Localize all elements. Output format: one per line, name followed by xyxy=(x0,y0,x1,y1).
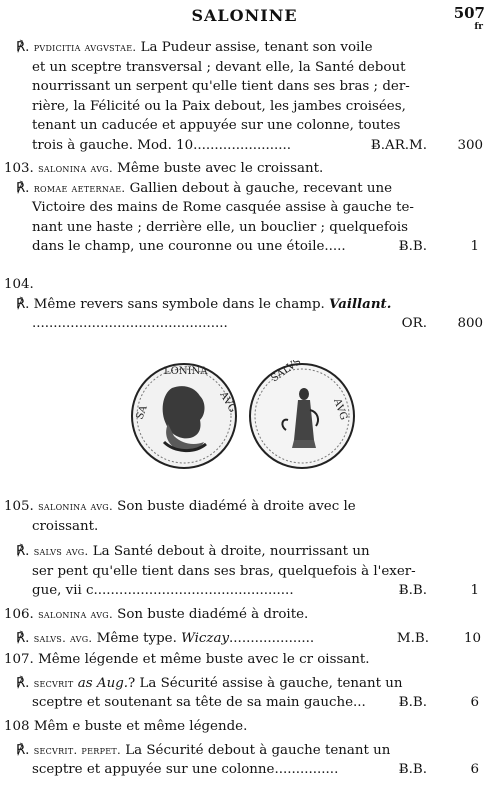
coin-legend: salonina avg. xyxy=(38,499,113,513)
page-note: fr xyxy=(474,22,483,32)
text-line xyxy=(0,581,489,601)
text-line xyxy=(0,314,489,334)
coin-legend: secvrit xyxy=(33,675,74,690)
svg-text:AVG: AVG xyxy=(331,397,350,422)
entry-number: 106. xyxy=(4,606,34,622)
text-line xyxy=(0,116,489,136)
text-line xyxy=(0,693,489,713)
reverse-symbol: ℟. xyxy=(16,630,30,646)
coin-reverse xyxy=(250,360,354,468)
coin-legend: salvs. avg. xyxy=(33,630,93,645)
entry-text: La Santé debout à droite, nourrissant un xyxy=(88,544,370,560)
price-value: 1 xyxy=(470,583,479,599)
entry-text: Mêm e buste et même légende. xyxy=(29,718,248,734)
text-line xyxy=(0,179,489,199)
text-line xyxy=(0,517,489,537)
grade-label: Ƀ.B. xyxy=(398,762,427,778)
text-line xyxy=(0,58,489,78)
text-line xyxy=(0,275,489,295)
entry-text: croissant. xyxy=(32,518,99,534)
coin-legend: salonina avg. xyxy=(38,161,113,175)
entry-105-108 xyxy=(0,497,489,780)
entry-number: 108 xyxy=(4,718,30,734)
entry-text: gue, vii c............................................... xyxy=(32,583,294,599)
coin-illustration xyxy=(124,360,364,472)
svg-text:SA: SA xyxy=(134,404,150,422)
entry-text: sceptre et soutenant sa tête de sa main gauche... xyxy=(32,695,366,711)
text-line xyxy=(0,741,489,761)
entry-text: .............................................. xyxy=(32,316,228,332)
entry-text: Gallien debout à gauche, recevant une xyxy=(125,180,393,196)
text-line xyxy=(0,38,489,58)
page-number: 507 xyxy=(453,4,485,22)
grade-label: Ƀ.B. xyxy=(398,583,427,599)
price-value: 300 xyxy=(457,137,483,153)
price-value: 6 xyxy=(470,695,479,711)
price-value: 1 xyxy=(470,239,479,255)
coins-svg xyxy=(124,360,364,472)
text-line xyxy=(0,650,489,670)
coin-legend: secvrit. perpet. xyxy=(33,742,121,757)
entry-text: Victoire des mains de Rome casquée assise à gauche te- xyxy=(32,200,414,216)
entry-text: rière, la Félicité ou la Paix debout, les jambes croisées, xyxy=(32,98,406,114)
entry-number: 104. xyxy=(4,277,34,292)
entry-text: et un sceptre transversal ; devant elle, la Santé debout xyxy=(32,59,406,75)
entry-pudicitia xyxy=(0,38,489,156)
text-line xyxy=(0,629,489,649)
text-line xyxy=(0,77,489,97)
text-line xyxy=(0,218,489,238)
text-line xyxy=(0,605,489,625)
coin-legend: salvs avg. xyxy=(33,544,89,559)
reverse-symbol: ℟. xyxy=(16,40,30,55)
entry-number: 103. xyxy=(4,161,34,176)
grade-label: Ƀ.AR.M. xyxy=(370,137,427,153)
grade-label: Ƀ.B. xyxy=(398,695,427,711)
entry-text: La Pudeur assise, tenant son voile xyxy=(136,40,373,55)
entry-text: sceptre et appuyée sur une colonne............... xyxy=(32,762,339,778)
text-line xyxy=(0,136,489,156)
text-line xyxy=(0,497,489,517)
entry-text: trois à gauche. Mod. 10....................... xyxy=(32,137,292,153)
text-line xyxy=(0,542,489,562)
text-line xyxy=(0,97,489,117)
coin-obverse xyxy=(132,364,238,468)
text-line xyxy=(0,562,489,582)
coin-legend: salonina avg. xyxy=(38,606,113,621)
entry-104 xyxy=(0,275,489,334)
author-name: as Aug. xyxy=(73,675,129,691)
svg-text:SALVS: SALVS xyxy=(269,360,304,385)
price-value: 6 xyxy=(470,762,479,778)
reverse-symbol: ℟. xyxy=(16,544,30,560)
text-line xyxy=(0,674,489,694)
price-value: 10 xyxy=(463,630,481,646)
text-line xyxy=(0,295,489,315)
svg-text:LONINA: LONINA xyxy=(164,366,208,377)
entry-text: Même type. xyxy=(92,630,182,646)
text-line xyxy=(0,198,489,218)
reverse-symbol: ℟. xyxy=(16,180,30,196)
author-name: Wiczay xyxy=(181,630,230,646)
entry-number: 105. xyxy=(4,499,34,514)
entry-text: Même légende et même buste avec le cr oissant. xyxy=(33,652,370,668)
reverse-symbol: ℟. xyxy=(16,742,30,758)
text-line xyxy=(0,159,489,179)
entry-text: nant une haste ; derrière elle, un bouclier ; quelquefois xyxy=(32,219,408,235)
entry-text: nourrissant un serpent qu'elle tient dans ses bras ; der- xyxy=(32,79,410,95)
grade-label: Ƀ.B. xyxy=(398,239,427,255)
entry-number: 107. xyxy=(4,652,34,668)
reverse-symbol: ℟. xyxy=(16,675,30,691)
entry-text: ser pent qu'elle tient dans ses bras, quelquefois à l'exer- xyxy=(32,563,416,579)
page-title: SALONINE xyxy=(191,6,298,25)
entry-text: Même buste avec le croissant. xyxy=(112,161,324,176)
entry-text: Même revers sans symbole dans le champ. xyxy=(29,296,330,312)
price-value: 800 xyxy=(457,316,483,332)
entry-text: Son buste diadémé à droite. xyxy=(112,606,309,622)
coin-legend: pvdicitia avgvstae. xyxy=(33,40,137,54)
grade-label: OR. xyxy=(401,316,427,332)
entry-103 xyxy=(0,159,489,257)
entry-text: Son buste diadémé à droite avec le xyxy=(112,499,356,514)
grade-label: M.B. xyxy=(396,630,429,646)
author-name: Vaillant. xyxy=(329,295,392,312)
svg-text:AVG: AVG xyxy=(217,390,238,415)
coin-legend: romae aeternae. xyxy=(33,180,126,195)
entry-text: .................... xyxy=(229,630,315,646)
text-line xyxy=(0,237,489,257)
reverse-symbol: ℟. xyxy=(16,296,30,312)
entry-text: dans le champ, une couronne ou une étoile..... xyxy=(32,239,346,255)
entry-text: tenant un caducée et appuyée sur une colonne, toutes xyxy=(32,118,401,134)
text-line xyxy=(0,760,489,780)
entry-text: La Sécurité debout à gauche tenant un xyxy=(121,742,391,758)
entry-text: ? La Sécurité assise à gauche, tenant un xyxy=(128,675,403,691)
text-line xyxy=(0,717,489,737)
